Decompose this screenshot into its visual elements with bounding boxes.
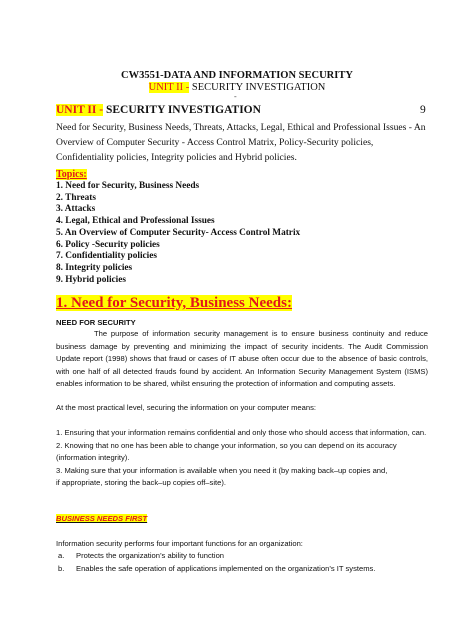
functions-list xyxy=(56,550,428,575)
means-item: 2. Knowing that no one has been able to change your information, so you can depend on its accuracy (information integrity). xyxy=(56,440,397,462)
sub-heading: NEED FOR SECURITY xyxy=(56,318,136,327)
page-number: 9 xyxy=(420,104,426,116)
function-item xyxy=(56,563,428,576)
section-heading-label: 1. Need for Security, Business Needs: xyxy=(56,295,292,311)
topic-item: 6. Policy -Security policies xyxy=(56,239,160,250)
topic-item: 5. An Overview of Computer Security- Access Control Matrix xyxy=(56,227,301,238)
function-item xyxy=(56,550,428,563)
topic-item: 9. Hybrid policies xyxy=(56,274,126,285)
topics-heading-label: Topics: xyxy=(56,169,87,180)
unit-name: SECURITY INVESTIGATION xyxy=(189,82,326,93)
document-subtitle xyxy=(0,82,474,93)
unit-heading xyxy=(56,104,261,116)
topic-item: 7. Confidentiality policies xyxy=(56,251,157,262)
topic-item: 8. Integrity policies xyxy=(56,262,133,273)
topic-item: 1. Need for Security, Business Needs xyxy=(56,181,200,191)
means-item: 3. Making sure that your information is available when you need it (by making back–up copies and, xyxy=(56,465,388,475)
body-paragraph: The purpose of information security management is to ensure business continuity and reduce business damage by preventing and minimizing the impact of security incidents. The Audit Commission Update report (1998) shows that fraud or cases of IT abuse often occur due to the absence of basic controls, with one half of all detected frauds found by accident. An Information Security Management System (ISMS) enables information to be shared, whilst ensuring the protection of information and computing assets. xyxy=(56,329,428,388)
topic-item: 3. Attacks xyxy=(56,204,96,215)
means-item: if appropriate, storing the back–up copies off–site). xyxy=(56,478,226,487)
function-text: Enables the safe operation of applications implemented on the organization’s IT systems. xyxy=(76,563,376,573)
topic-item: 4. Legal, Ethical and Professional Issues xyxy=(56,216,215,227)
document-title: CW3551-DATA AND INFORMATION SECURITY xyxy=(121,70,353,81)
means-item: 1. Ensuring that your information remains confidential and only those who should access that information, can. xyxy=(56,428,427,437)
unit-heading-label: UNIT II - xyxy=(56,104,104,116)
function-marker: b. xyxy=(58,563,65,573)
body-paragraph: At the most practical level, securing the information on your computer means: xyxy=(56,403,316,412)
topics-list xyxy=(56,181,300,286)
topics-heading xyxy=(56,169,87,180)
dash-mark: - xyxy=(234,92,237,101)
unit-intro: Need for Security, Business Needs, Threats, Attacks, Legal, Ethical and Professional Issues - An Overview of Computer Security - Access Control Matrix, Policy-Security policies, Confidentiality policies, Integrity policies and Hybrid policies. xyxy=(56,122,426,163)
section-heading xyxy=(56,295,292,312)
business-needs-label: BUSINESS NEEDS FIRST xyxy=(56,514,148,523)
unit-label: UNIT II - xyxy=(148,82,190,93)
function-marker: a. xyxy=(58,551,65,560)
function-text: Protects the organization’s ability to function xyxy=(76,551,225,560)
functions-intro: Information security performs four important functions for an organization: xyxy=(56,539,303,548)
means-list xyxy=(56,427,428,490)
topic-item: 2. Threats xyxy=(56,192,96,203)
business-needs-heading xyxy=(56,514,147,523)
unit-heading-name: SECURITY INVESTIGATION xyxy=(103,104,261,116)
